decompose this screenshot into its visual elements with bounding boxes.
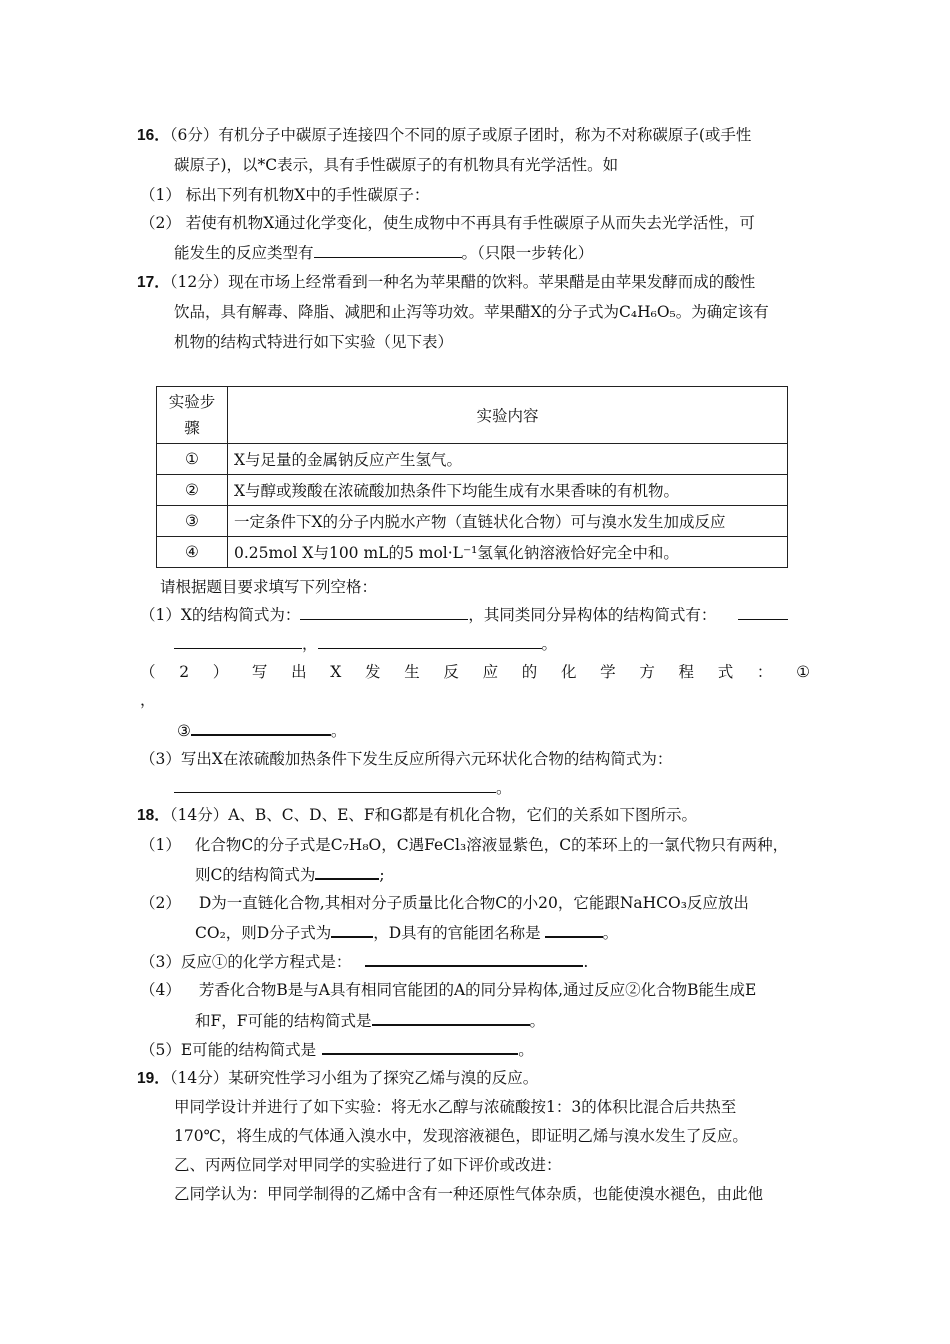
q18-sub3	[140, 951, 588, 972]
q17-line2: 饮品，具有解毒、降脂、减肥和止泻等功效。苹果醋X的分子式为C₄H₆O₅。为确定该有	[174, 303, 769, 321]
row-step: ①	[157, 444, 228, 475]
answer-blank[interactable]	[372, 1010, 530, 1026]
answer-blank[interactable]	[300, 605, 468, 620]
table-row	[157, 444, 788, 475]
answer-blank[interactable]	[191, 720, 331, 736]
row-content: X与足量的金属钠反应产生氢气。	[228, 444, 788, 475]
q18-s1-b: 则C的结构简式为	[195, 866, 316, 884]
q16-sub2a: （2） 若使有机物X通过化学变化，使生成物中不再具有手性碳原子从而失去光学活性，可	[140, 214, 755, 232]
q18-s2-c: ，D具有的官能团名称是	[373, 924, 541, 942]
row-content: X与醇或羧酸在浓硫酸加热条件下均能生成有水果香味的有机物。	[228, 475, 788, 506]
answer-blank[interactable]	[545, 922, 603, 938]
q18-s4-b: 和F，F可能的结构简式是	[195, 1012, 372, 1030]
row-step: ③	[157, 506, 228, 537]
q17-part2-cont	[177, 720, 346, 741]
row-content: 一定条件下X的分子内脱水产物（直链状化合物）可与溴水发生加成反应	[228, 506, 788, 537]
q17-p2-char: 应	[482, 663, 499, 681]
q17-p2-char: 学	[600, 663, 616, 681]
q18-sub1	[140, 835, 788, 855]
q17-part2-comma: ，	[140, 691, 156, 709]
q17-line3: 机物的结构式特进行如下实验（见下表）	[174, 333, 454, 351]
q16-line1	[137, 125, 751, 146]
q16-line2: 碳原子)，以*C表示，具有手性碳原子的有机物具有光学活性。如	[174, 156, 619, 174]
q17-p3-end: 。	[496, 779, 512, 797]
q16-text-1: （6分）有机分子中碳原子连接四个不同的原子或原子团时，称为不对称碳原子(或手性	[169, 126, 752, 144]
q17-prompt: 请根据题目要求填写下列空格：	[160, 578, 378, 596]
table-row	[157, 475, 788, 506]
q16-sub2b-pre: 能发生的反应类型有	[174, 244, 314, 262]
q16-sub1: （1） 标出下列有机物X中的手性碳原子：	[140, 186, 430, 204]
table-header-row	[157, 387, 788, 444]
q17-part1-cont	[174, 634, 557, 654]
q16-sub2b	[174, 243, 593, 263]
question-number: 17．	[137, 274, 170, 291]
q17-p2-char: ）	[212, 663, 229, 681]
q18-sub4	[140, 980, 756, 1000]
q18-s2-b: CO₂，则D分子式为	[195, 924, 332, 942]
row-step: ②	[157, 475, 228, 506]
q18-s4-text: 芳香化合物B是与A具有相同官能团的A的同分异构体,通过反应②化合物B能生成E	[198, 981, 757, 999]
q17-p2-char: （	[140, 663, 156, 681]
q17-p1-c: ，	[302, 635, 318, 653]
q17-p2-char: 化	[560, 663, 577, 681]
q19-line2: 甲同学设计并进行了如下实验：将无水乙醇与浓硫酸按1：3的体积比混合后共热至	[174, 1098, 737, 1116]
q18-s1-text: 化合物C的分子式是C₇H₈O，C遇FeCl₃溶液显紫色，C的苯环上的一氯代物只有两种，	[194, 836, 789, 854]
row-content: 0.25mol X与100 mL的5 mol·L⁻¹氢氧化钠溶液恰好完全中和。	[228, 537, 788, 568]
answer-blank[interactable]	[315, 864, 379, 880]
question-number: 19．	[137, 1070, 170, 1087]
q18-s5: （5）E可能的结构简式是	[140, 1041, 317, 1059]
q18-line1	[137, 805, 697, 826]
q18-s1-label: （1）	[140, 836, 181, 854]
answer-blank[interactable]	[738, 605, 788, 620]
q18-s3-end: .	[583, 953, 589, 971]
answer-blank[interactable]	[365, 951, 583, 967]
q17-p2-char: 的	[521, 663, 538, 681]
q17-p2-char: 方	[639, 663, 655, 681]
q17-p1-d: 。	[541, 635, 558, 653]
table-row	[157, 506, 788, 537]
row-step: ④	[157, 537, 228, 568]
q17-part1	[140, 605, 788, 625]
question-number: 18．	[137, 807, 170, 824]
q17-p2-char: 程	[678, 663, 695, 681]
q17-p2-c: ③	[177, 722, 191, 740]
q18-s3: （3）反应①的化学方程式是：	[140, 953, 352, 971]
q17-p1-b: ，其同类同分异构体的结构简式有：	[468, 606, 717, 624]
q18-sub4-cont	[195, 1010, 545, 1031]
q17-line1	[137, 272, 755, 293]
q17-p2-char: 反	[443, 663, 459, 681]
q18-sub2	[140, 893, 749, 913]
q19-text-1: （14分）某研究性学习小组为了探究乙烯与溴的反应。	[169, 1069, 539, 1087]
answer-blank[interactable]	[331, 922, 373, 938]
q18-sub1-cont	[195, 864, 385, 885]
answer-blank[interactable]	[174, 634, 302, 649]
q18-text-1: （14分）A、B、C、D、E、F和G都是有机化合物，它们的关系如下图所示。	[169, 806, 698, 824]
q17-p2-char: 2	[179, 663, 190, 681]
q16-sub2b-post: 。（只限一步转化）	[461, 244, 594, 262]
q17-p2-char: X	[330, 663, 342, 681]
header-content: 实验内容	[228, 387, 788, 444]
answer-blank[interactable]	[318, 634, 542, 649]
q19-line5: 乙同学认为：甲同学制得的乙烯中含有一种还原性气体杂质，也能使溴水褪色，由此他	[174, 1185, 764, 1203]
q17-text-1: （12分）现在市场上经常看到一种名为苹果醋的饮料。苹果醋是由苹果发酵而成的酸性	[169, 273, 756, 291]
q17-p2-char: ：	[756, 663, 773, 681]
q19-line4: 乙、丙两位同学对甲同学的实验进行了如下评价或改进：	[174, 1156, 562, 1174]
experiment-table	[156, 386, 788, 568]
q17-part2	[140, 662, 810, 682]
q18-s2-label: （2）	[140, 894, 181, 912]
q18-sub5	[140, 1039, 534, 1060]
q17-p2-char: 式	[717, 663, 734, 681]
q17-part3: （3）写出X在浓硫酸加热条件下发生反应所得六元环状化合物的结构简式为：	[140, 750, 673, 768]
q18-s4-end: 。	[529, 1012, 546, 1030]
q17-p2-char: 写	[251, 663, 268, 681]
q19-line3: 170℃，将生成的气体通入溴水中，发现溶液褪色，即证明乙烯与溴水发生了反应。	[174, 1127, 748, 1145]
q18-sub2-cont	[195, 922, 618, 943]
q18-s1-end: ;	[379, 866, 385, 884]
question-number: 16．	[137, 127, 170, 144]
q17-p2-char: ①	[796, 663, 810, 681]
answer-blank[interactable]	[322, 1039, 518, 1055]
q18-s4-label: （4）	[140, 981, 181, 999]
q18-s2-end: 。	[602, 924, 619, 942]
q17-p2-char: 生	[404, 663, 420, 681]
answer-blank[interactable]	[174, 778, 496, 793]
q17-p2-char: 出	[291, 663, 307, 681]
q18-s2-text: D为一直链化合物,其相对分子质量比化合物C的小20，它能跟NaHCO₃反应放出	[198, 894, 749, 912]
answer-blank[interactable]	[314, 243, 462, 258]
q17-p1-a: （1）X的结构简式为：	[140, 606, 301, 624]
q18-s5-end: 。	[518, 1041, 534, 1059]
q17-p2-char: 发	[365, 663, 381, 681]
header-step: 实验步骤	[157, 387, 228, 444]
q17-p2-d: 。	[330, 722, 347, 740]
q19-line1	[137, 1068, 538, 1089]
table-row	[157, 537, 788, 568]
q17-part3-cont	[174, 778, 512, 798]
